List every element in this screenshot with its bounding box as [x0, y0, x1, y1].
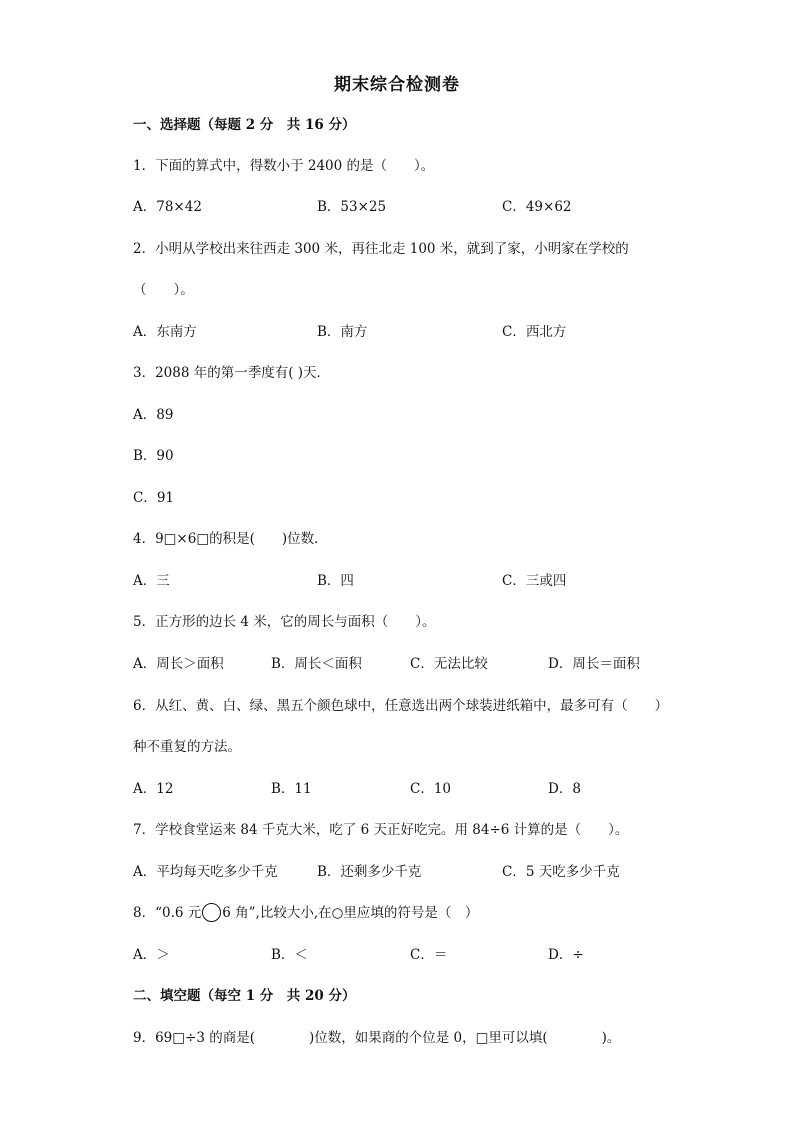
section-heading-fill: 二、填空题（每空 1 分 共 20 分）	[133, 988, 356, 1004]
q5-option-b: B．周长＜面积	[271, 656, 362, 672]
question-8-text-end: 6 角”,比较大小,在○里应填的符号是（ ）	[222, 905, 479, 921]
q7-option-b: B．还剩多少千克	[317, 864, 422, 880]
q6-option-b: B．11	[271, 781, 312, 797]
q1-option-b: B．53×25	[317, 199, 387, 215]
question-2: 2．小明从学校出来往西走 300 米，再往北走 100 米，就到了家，小明家在学校的	[133, 241, 629, 257]
blank-circle-icon	[202, 903, 221, 922]
q6-option-d: D．8	[548, 781, 581, 797]
q3-option-c: C．91	[133, 490, 175, 506]
q5-option-c: C．无法比较	[410, 656, 488, 672]
q2-option-a: A．东南方	[133, 324, 197, 340]
q4-option-c: C．三或四	[502, 573, 567, 589]
question-3: 3．2088 年的第一季度有( )天．	[133, 365, 331, 381]
question-6: 6．从红、黄、白、绿、黑五个颜色球中，任意选出两个球装进纸箱中，最多可有（ ）	[133, 698, 669, 714]
q8-option-d: D．÷	[548, 947, 584, 963]
question-4: 4．9□×6□的积是( )位数．	[133, 531, 328, 547]
q4-option-b: B．四	[317, 573, 354, 589]
q2-option-c: C．西北方	[502, 324, 567, 340]
question-7: 7．学校食堂运来 84 千克大米，吃了 6 天正好吃完。用 84÷6 计算的是（ ）。	[133, 822, 629, 838]
q2-option-b: B．南方	[317, 324, 368, 340]
q8-option-b: B．＜	[271, 947, 308, 963]
q5-option-a: A．周长＞面积	[133, 656, 224, 672]
question-2-continued: （ ）。	[133, 282, 194, 298]
question-8-text-start: 8．“0.6 元	[133, 905, 202, 921]
question-6-continued: 种不重复的方法。	[133, 739, 241, 755]
q7-option-a: A．平均每天吃多少千克	[133, 864, 278, 880]
q3-option-a: A．89	[133, 407, 174, 423]
q6-option-c: C．10	[410, 781, 452, 797]
q1-option-c: C．49×62	[502, 199, 572, 215]
q6-option-a: A．12	[133, 781, 174, 797]
question-8	[133, 903, 478, 923]
q8-option-c: C．＝	[410, 947, 448, 963]
q1-option-a: A．78×42	[133, 199, 202, 215]
question-1: 1．下面的算式中，得数小于 2400 的是（ ）。	[133, 158, 435, 174]
q4-option-a: A．三	[133, 573, 170, 589]
q8-option-a: A．＞	[133, 947, 170, 963]
question-5: 5．正方形的边长 4 米，它的周长与面积（ ）。	[133, 614, 436, 630]
q5-option-d: D．周长＝面积	[548, 656, 640, 672]
page-title: 期末综合检测卷	[334, 75, 460, 95]
question-9: 9．69□÷3 的商是( )位数，如果商的个位是 0，□里可以填( )。	[133, 1030, 621, 1046]
q3-option-b: B．90	[133, 448, 174, 464]
q7-option-c: C．5 天吃多少千克	[502, 864, 620, 880]
section-heading-choice: 一、选择题（每题 2 分 共 16 分）	[133, 117, 356, 133]
